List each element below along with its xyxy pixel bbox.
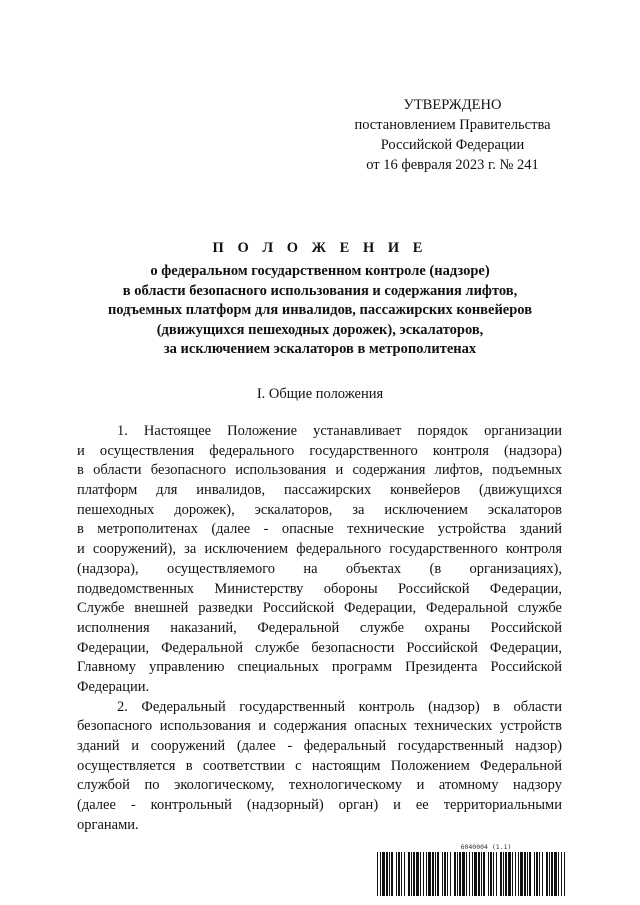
- body-line: зданий и сооружений (далее - федеральный государственный надзор): [77, 738, 562, 754]
- approval-line: от 16 февраля 2023 г. № 241: [366, 157, 539, 173]
- document-subtitle: [60, 262, 580, 360]
- barcode-block: [377, 843, 565, 901]
- body-line: (далее - контрольный (надзорный) орган) и ее территориальными: [77, 797, 562, 814]
- body-line: безопасного использования и содержания опасных технических устройств: [77, 718, 562, 735]
- body-line: 2. Федеральный государственный контроль (надзор) в области: [117, 698, 562, 715]
- document-title: П О Л О Ж Е Н И Е: [212, 240, 428, 256]
- body-line: и осуществления федерального государственного контроля (надзора): [77, 442, 562, 459]
- subtitle-line: за исключением эскалаторов в метрополитенах: [163, 341, 477, 358]
- body-line: в метрополитенах (далее - опасные технические устройства зданий: [77, 521, 562, 538]
- body-line: пешеходных дорожек), эскалаторов, за исключением эскалаторов: [77, 501, 562, 518]
- subtitle-line: в области безопасного использования и содержания лифтов,: [122, 282, 518, 299]
- body-line: Главному управлению специальных программ Президента Российской: [77, 659, 562, 676]
- subtitle-line: (движущихся пешеходных дорожек), эскалаторов,: [156, 321, 484, 338]
- body-line: исполнения наказаний, Федеральной службе охраны Российской: [77, 619, 562, 636]
- approval-stamp: [345, 95, 560, 175]
- barcode-label: 6040004 (1.1): [460, 843, 512, 851]
- approval-line: УТВЕРЖДЕНО: [403, 97, 502, 113]
- barcode-icon: [377, 852, 565, 896]
- body-line: Службе внешней разведки Российской Федерации, Федеральной службе: [77, 600, 562, 617]
- body-line: подведомственных Министерству обороны Российской Федерации,: [77, 580, 562, 597]
- body-line: (надзора), осуществляемого на объектах (в организациях),: [77, 560, 562, 577]
- body-line: 1. Настоящее Положение устанавливает порядок организации: [117, 423, 562, 439]
- body-line: службой по экологическому, технологическому и атомному надзору: [77, 777, 562, 794]
- subtitle-line: подъемных платформ для инвалидов, пассажирских конвейеров: [107, 302, 533, 319]
- approval-line: постановлением Правительства: [354, 117, 551, 133]
- body-line: осуществляется в соответствии с настоящим Положением Федеральной: [77, 757, 562, 774]
- approval-line: Российской Федерации: [380, 137, 525, 153]
- section-heading: I. Общие положения: [256, 386, 384, 402]
- body-line: платформ для инвалидов, пассажирских конвейеров (движущихся: [77, 482, 562, 499]
- body-line: и сооружений), за исключением федерального государственного контроля: [77, 541, 562, 558]
- body-line: Федерации, Федеральной службе безопасности Российской Федерации,: [77, 639, 562, 656]
- body-line: Федерации.: [77, 678, 150, 695]
- body-line: органами.: [77, 816, 139, 833]
- body-text: [77, 422, 562, 835]
- subtitle-line: о федеральном государственном контроле (надзоре): [150, 263, 490, 279]
- body-line: в области безопасного использования и содержания лифтов, подъемных: [77, 462, 562, 479]
